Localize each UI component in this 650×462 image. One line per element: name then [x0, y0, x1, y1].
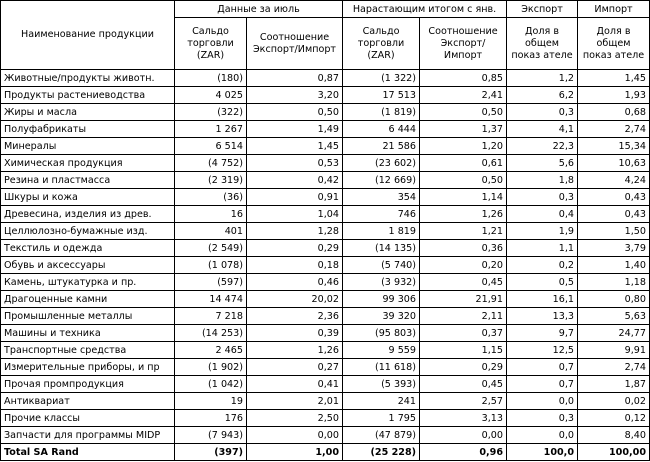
product-name-cell: Жиры и масла: [1, 104, 175, 121]
table-row: [1, 291, 650, 308]
export-share-cell: 0,4: [507, 206, 578, 223]
july-balance-cell: (36): [175, 189, 247, 206]
product-name-cell: Резина и пластмасса: [1, 172, 175, 189]
ytd-balance-cell: 746: [343, 206, 420, 223]
july-balance-cell: (180): [175, 70, 247, 87]
product-name-cell: Целлюлозно-бумажные изд.: [1, 223, 175, 240]
ytd-balance-cell: (47 879): [343, 427, 420, 444]
import-share-cell: 0,12: [578, 410, 650, 427]
ytd-ratio-cell: 3,13: [420, 410, 507, 427]
total-product-name-cell: Total SA Rand: [1, 444, 175, 461]
table-row: [1, 257, 650, 274]
july-balance-cell: (1 902): [175, 359, 247, 376]
ytd-ratio-cell: 0,50: [420, 104, 507, 121]
july-ratio-cell: 0,53: [247, 155, 343, 172]
july-ratio-cell: 0,18: [247, 257, 343, 274]
product-name-cell: Древесина, изделия из древ.: [1, 206, 175, 223]
july-ratio-cell: 20,02: [247, 291, 343, 308]
july-balance-cell: 401: [175, 223, 247, 240]
ytd-balance-cell: 1 795: [343, 410, 420, 427]
product-name-cell: Транспортные средства: [1, 342, 175, 359]
group-header-july: Данные за июль: [175, 1, 343, 18]
import-share-cell: 4,24: [578, 172, 650, 189]
import-share-cell: 0,80: [578, 291, 650, 308]
ytd-balance-cell: (1 819): [343, 104, 420, 121]
july-balance-cell: 2 465: [175, 342, 247, 359]
july-ratio-cell: 0,91: [247, 189, 343, 206]
july-ratio-cell: 0,50: [247, 104, 343, 121]
ytd-ratio-cell: 21,91: [420, 291, 507, 308]
export-share-cell: 0,7: [507, 376, 578, 393]
july-balance-cell: 1 267: [175, 121, 247, 138]
table-row: [1, 121, 650, 138]
table-row: [1, 223, 650, 240]
import-share-cell: 0,02: [578, 393, 650, 410]
ytd-balance-cell: 241: [343, 393, 420, 410]
july-balance-cell: (322): [175, 104, 247, 121]
export-share-cell: 0,0: [507, 393, 578, 410]
subheader-export-share: Доля в общем показ ателе: [507, 18, 578, 70]
export-share-cell: 12,5: [507, 342, 578, 359]
total-ytd-balance-cell: (25 228): [343, 444, 420, 461]
export-share-cell: 0,2: [507, 257, 578, 274]
product-name-cell: Машины и техника: [1, 325, 175, 342]
table-row: [1, 325, 650, 342]
export-share-cell: 1,1: [507, 240, 578, 257]
ytd-balance-cell: (5 740): [343, 257, 420, 274]
july-ratio-cell: 0,39: [247, 325, 343, 342]
subheader-import-share: Доля в общем показ ателе: [578, 18, 650, 70]
ytd-ratio-cell: 0,29: [420, 359, 507, 376]
product-name-cell: Антиквариат: [1, 393, 175, 410]
july-balance-cell: (1 078): [175, 257, 247, 274]
ytd-ratio-cell: 0,61: [420, 155, 507, 172]
ytd-ratio-cell: 0,00: [420, 427, 507, 444]
ytd-ratio-cell: 1,15: [420, 342, 507, 359]
ytd-balance-cell: 1 819: [343, 223, 420, 240]
import-share-cell: 2,74: [578, 121, 650, 138]
ytd-ratio-cell: 0,37: [420, 325, 507, 342]
total-import-share-cell: 100,00: [578, 444, 650, 461]
product-name-cell: Животные/продукты животн.: [1, 70, 175, 87]
product-name-cell: Шкуры и кожа: [1, 189, 175, 206]
july-balance-cell: 16: [175, 206, 247, 223]
subheader-ytd-balance: Сальдо торговли (ZAR): [343, 18, 420, 70]
export-share-cell: 0,7: [507, 359, 578, 376]
ytd-balance-cell: (14 135): [343, 240, 420, 257]
import-share-cell: 1,93: [578, 87, 650, 104]
import-share-cell: 9,91: [578, 342, 650, 359]
product-name-cell: Химическая продукция: [1, 155, 175, 172]
ytd-ratio-cell: 2,41: [420, 87, 507, 104]
july-ratio-cell: 1,45: [247, 138, 343, 155]
ytd-balance-cell: 39 320: [343, 308, 420, 325]
table-row: [1, 274, 650, 291]
export-share-cell: 0,0: [507, 427, 578, 444]
ytd-balance-cell: (1 322): [343, 70, 420, 87]
import-share-cell: 2,74: [578, 359, 650, 376]
product-name-cell: Минералы: [1, 138, 175, 155]
july-balance-cell: (7 943): [175, 427, 247, 444]
july-ratio-cell: 0,29: [247, 240, 343, 257]
table-row: [1, 104, 650, 121]
ytd-ratio-cell: 2,57: [420, 393, 507, 410]
ytd-ratio-cell: 0,85: [420, 70, 507, 87]
july-ratio-cell: 2,50: [247, 410, 343, 427]
total-export-share-cell: 100,0: [507, 444, 578, 461]
group-header-import: Импорт: [578, 1, 650, 18]
july-ratio-cell: 2,01: [247, 393, 343, 410]
table-row: [1, 206, 650, 223]
table-row: [1, 138, 650, 155]
july-ratio-cell: 1,26: [247, 342, 343, 359]
july-ratio-cell: 0,00: [247, 427, 343, 444]
table-row: [1, 427, 650, 444]
ytd-balance-cell: 17 513: [343, 87, 420, 104]
ytd-ratio-cell: 0,45: [420, 376, 507, 393]
import-share-cell: 0,43: [578, 189, 650, 206]
table-row: [1, 240, 650, 257]
ytd-balance-cell: 354: [343, 189, 420, 206]
product-name-cell: Прочие классы: [1, 410, 175, 427]
july-ratio-cell: 0,41: [247, 376, 343, 393]
import-share-cell: 1,40: [578, 257, 650, 274]
subheader-july-balance: Сальдо торговли (ZAR): [175, 18, 247, 70]
export-share-cell: 4,1: [507, 121, 578, 138]
product-name-cell: Прочая промпродукция: [1, 376, 175, 393]
import-share-cell: 10,63: [578, 155, 650, 172]
july-balance-cell: (4 752): [175, 155, 247, 172]
ytd-balance-cell: (95 803): [343, 325, 420, 342]
export-share-cell: 0,3: [507, 410, 578, 427]
export-share-cell: 22,3: [507, 138, 578, 155]
ytd-balance-cell: 21 586: [343, 138, 420, 155]
ytd-balance-cell: (12 669): [343, 172, 420, 189]
total-july-ratio-cell: 1,00: [247, 444, 343, 461]
table-row: [1, 393, 650, 410]
import-share-cell: 3,79: [578, 240, 650, 257]
july-ratio-cell: 1,49: [247, 121, 343, 138]
export-share-cell: 0,3: [507, 104, 578, 121]
table-row: [1, 172, 650, 189]
export-share-cell: 0,5: [507, 274, 578, 291]
ytd-ratio-cell: 2,11: [420, 308, 507, 325]
product-name-cell: Продукты растениеводства: [1, 87, 175, 104]
july-balance-cell: 6 514: [175, 138, 247, 155]
group-header-ytd: Нарастающим итогом с янв.: [343, 1, 507, 18]
import-share-cell: 24,77: [578, 325, 650, 342]
july-ratio-cell: 0,27: [247, 359, 343, 376]
ytd-ratio-cell: 0,36: [420, 240, 507, 257]
july-ratio-cell: 0,46: [247, 274, 343, 291]
july-balance-cell: (14 253): [175, 325, 247, 342]
ytd-ratio-cell: 1,26: [420, 206, 507, 223]
table-row: [1, 376, 650, 393]
july-ratio-cell: 1,04: [247, 206, 343, 223]
july-balance-cell: (2 549): [175, 240, 247, 257]
ytd-balance-cell: 99 306: [343, 291, 420, 308]
product-name-cell: Драгоценные камни: [1, 291, 175, 308]
july-balance-cell: 19: [175, 393, 247, 410]
import-share-cell: 0,68: [578, 104, 650, 121]
july-ratio-cell: 2,36: [247, 308, 343, 325]
july-balance-cell: 4 025: [175, 87, 247, 104]
ytd-balance-cell: (3 932): [343, 274, 420, 291]
july-balance-cell: (2 319): [175, 172, 247, 189]
ytd-ratio-cell: 1,20: [420, 138, 507, 155]
import-share-cell: 15,34: [578, 138, 650, 155]
july-balance-cell: (597): [175, 274, 247, 291]
export-share-cell: 1,9: [507, 223, 578, 240]
july-balance-cell: 14 474: [175, 291, 247, 308]
import-share-cell: 1,45: [578, 70, 650, 87]
group-header-export: Экспорт: [507, 1, 578, 18]
july-ratio-cell: 1,28: [247, 223, 343, 240]
ytd-ratio-cell: 0,45: [420, 274, 507, 291]
july-balance-cell: 7 218: [175, 308, 247, 325]
export-share-cell: 13,3: [507, 308, 578, 325]
ytd-balance-cell: (23 602): [343, 155, 420, 172]
product-name-cell: Полуфабрикаты: [1, 121, 175, 138]
table-row: [1, 410, 650, 427]
ytd-balance-cell: 6 444: [343, 121, 420, 138]
export-share-cell: 1,8: [507, 172, 578, 189]
ytd-ratio-cell: 1,21: [420, 223, 507, 240]
table-row: [1, 87, 650, 104]
table-row: [1, 189, 650, 206]
import-share-cell: 8,40: [578, 427, 650, 444]
table-row: [1, 70, 650, 87]
ytd-ratio-cell: 1,14: [420, 189, 507, 206]
ytd-ratio-cell: 0,50: [420, 172, 507, 189]
table-row: [1, 155, 650, 172]
ytd-balance-cell: (5 393): [343, 376, 420, 393]
table-row: [1, 308, 650, 325]
product-name-cell: Промышленные металлы: [1, 308, 175, 325]
table-row: [1, 359, 650, 376]
july-balance-cell: 176: [175, 410, 247, 427]
product-name-cell: Измерительные приборы, и пр: [1, 359, 175, 376]
subheader-ytd-ratio: Соотношение Экспорт/Импорт: [420, 18, 507, 70]
import-share-cell: 5,63: [578, 308, 650, 325]
total-row: [1, 444, 650, 461]
export-share-cell: 6,2: [507, 87, 578, 104]
july-ratio-cell: 0,42: [247, 172, 343, 189]
table-row: [1, 342, 650, 359]
import-share-cell: 0,43: [578, 206, 650, 223]
product-name-cell: Камень, штукатурка и пр.: [1, 274, 175, 291]
export-share-cell: 9,7: [507, 325, 578, 342]
ytd-balance-cell: (11 618): [343, 359, 420, 376]
subheader-july-ratio: Соотношение Экспорт/Импорт: [247, 18, 343, 70]
export-share-cell: 1,2: [507, 70, 578, 87]
total-july-balance-cell: (397): [175, 444, 247, 461]
ytd-ratio-cell: 0,20: [420, 257, 507, 274]
product-name-cell: Текстиль и одежда: [1, 240, 175, 257]
july-balance-cell: (1 042): [175, 376, 247, 393]
product-name-cell: Запчасти для программы MIDP: [1, 427, 175, 444]
ytd-ratio-cell: 1,37: [420, 121, 507, 138]
import-share-cell: 1,50: [578, 223, 650, 240]
export-share-cell: 0,3: [507, 189, 578, 206]
total-ytd-ratio-cell: 0,96: [420, 444, 507, 461]
export-share-cell: 16,1: [507, 291, 578, 308]
july-ratio-cell: 0,87: [247, 70, 343, 87]
july-ratio-cell: 3,20: [247, 87, 343, 104]
ytd-balance-cell: 9 559: [343, 342, 420, 359]
product-name-cell: Обувь и аксессуары: [1, 257, 175, 274]
export-share-cell: 5,6: [507, 155, 578, 172]
import-share-cell: 1,87: [578, 376, 650, 393]
import-share-cell: 1,18: [578, 274, 650, 291]
product-column-header: Наименование продукции: [1, 1, 175, 70]
